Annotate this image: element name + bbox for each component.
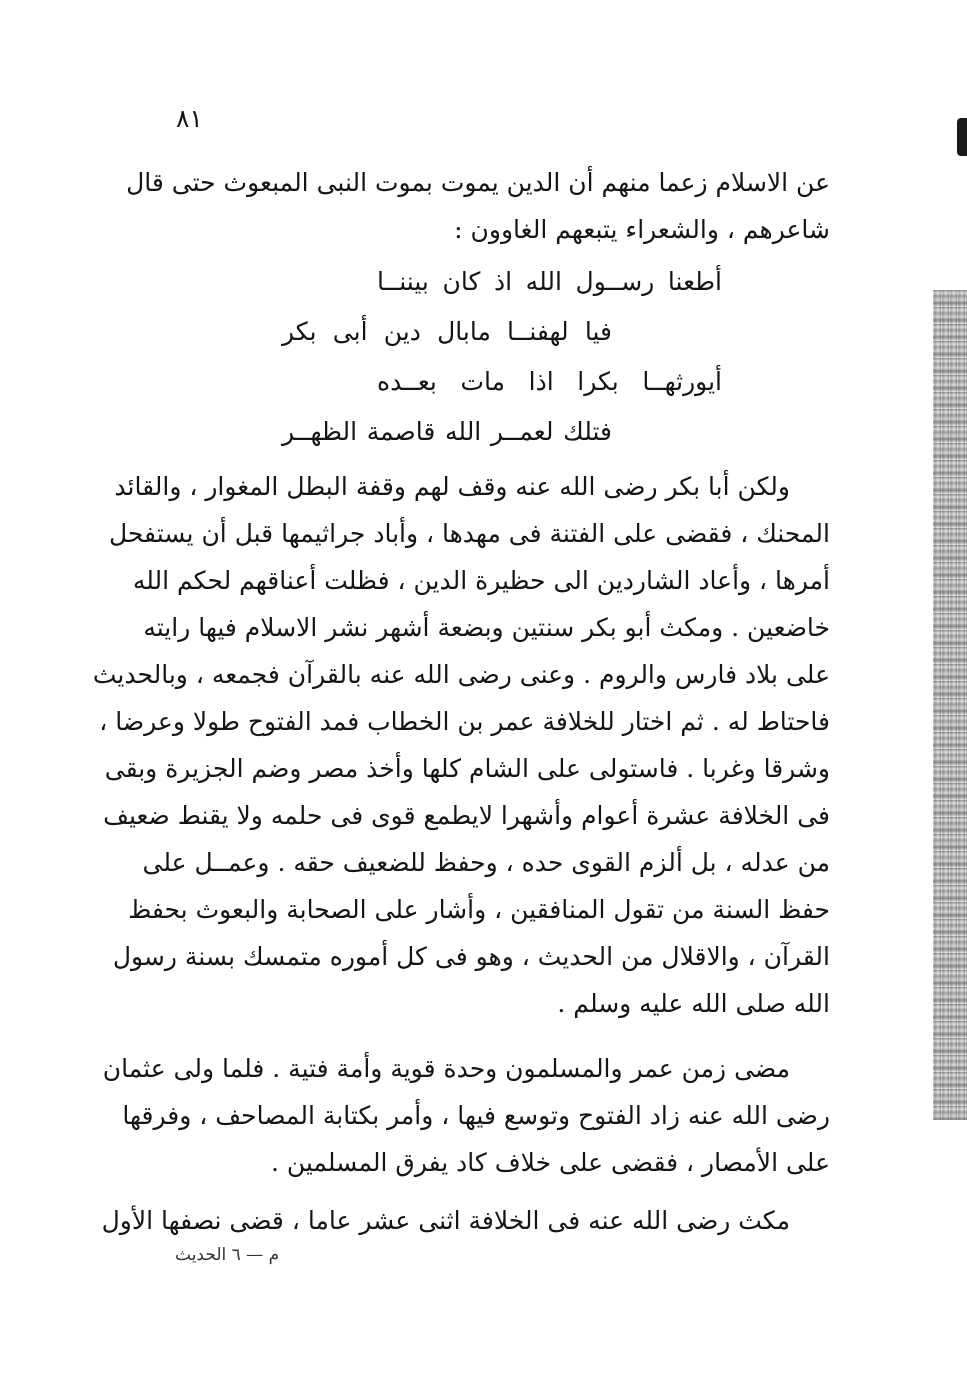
text-line: رضى الله عنه زاد الفتوح وتوسع فيها ، وأمر بكتابة المصاحف ، وفرقها	[122, 1101, 830, 1130]
text-line: حفظ السنة من تقول المنافقين ، وأشار على الصحابة والبعوث بحفظ	[128, 895, 830, 924]
text-line: على الأمصار ، فقضى على خلاف كاد يفرق المسلمين .	[270, 1148, 830, 1177]
verse-line: فتلك لعمــر الله قاصمة الظهــر	[282, 417, 612, 446]
text-line: ولكن أبا بكر رضى الله عنه وقف لهم وقفة البطل المغوار ، والقائد	[114, 472, 790, 501]
text-line: فاحتاط له . ثم اختار للخلافة عمر بن الخطاب فمد الفتوح طولا وعرضا ،	[99, 707, 830, 736]
page-number: ٨١	[176, 104, 203, 133]
text-line: عن الاسلام زعما منهم أن الدين يموت بموت النبى المبعوث حتى قال	[126, 168, 830, 197]
verse-line: أطعنا رســول الله اذ كان بيننــا	[377, 267, 722, 296]
verse-line: أيورثهــا بكرا اذا مات بعــده	[377, 367, 722, 396]
text-line: من عدله ، بل ألزم القوى حده ، وحفظ للضعيف حقه . وعمــل على	[142, 848, 830, 877]
text-line: خاضعين . ومكث أبو بكر سنتين وبضعة أشهر نشر الاسلام فيها رايته	[143, 613, 830, 642]
text-line: القرآن ، والاقلال من الحديث ، وهو فى كل أموره متمسك بسنة رسول	[112, 942, 830, 971]
text-line: فى الخلافة عشرة أعوام وأشهرا لايطمع قوى فى حلمه ولا يقنط ضعيف	[103, 801, 830, 830]
scan-edge-shadow	[933, 290, 967, 1120]
text-line: على بلاد فارس والروم . وعنى رضى الله عنه بالقرآن فجمعه ، وبالحديث	[92, 660, 830, 689]
text-line: شاعرهم ، والشعراء يتبعهم الغاوون :	[454, 215, 830, 244]
text-line: مكث رضى الله عنه فى الخلافة اثنى عشر عاما ، قضى نصفها الأول	[101, 1206, 790, 1235]
text-line: الله صلى الله عليه وسلم .	[557, 989, 830, 1018]
text-line: أمرها ، وأعاد الشاردين الى حظيرة الدين ، فظلت أعناقهم لحكم الله	[132, 566, 830, 595]
scan-edge-mark	[957, 118, 967, 156]
text-line: وشرقا وغربا . فاستولى على الشام كلها وأخذ مصر وضم الجزيرة وبقى	[104, 754, 830, 783]
text-line: المحنك ، فقضى على الفتنة فى مهدها ، وأباد جراثيمها قبل أن يستفحل	[108, 519, 830, 548]
text-line: مضى زمن عمر والمسلمون وحدة قوية وأمة فتية . فلما ولى عثمان	[102, 1054, 790, 1083]
verse-line: فيا لهفنــا مابال دين أبى بكر	[282, 317, 612, 346]
footer-signature: م — ٦ الحديث	[175, 1245, 280, 1265]
